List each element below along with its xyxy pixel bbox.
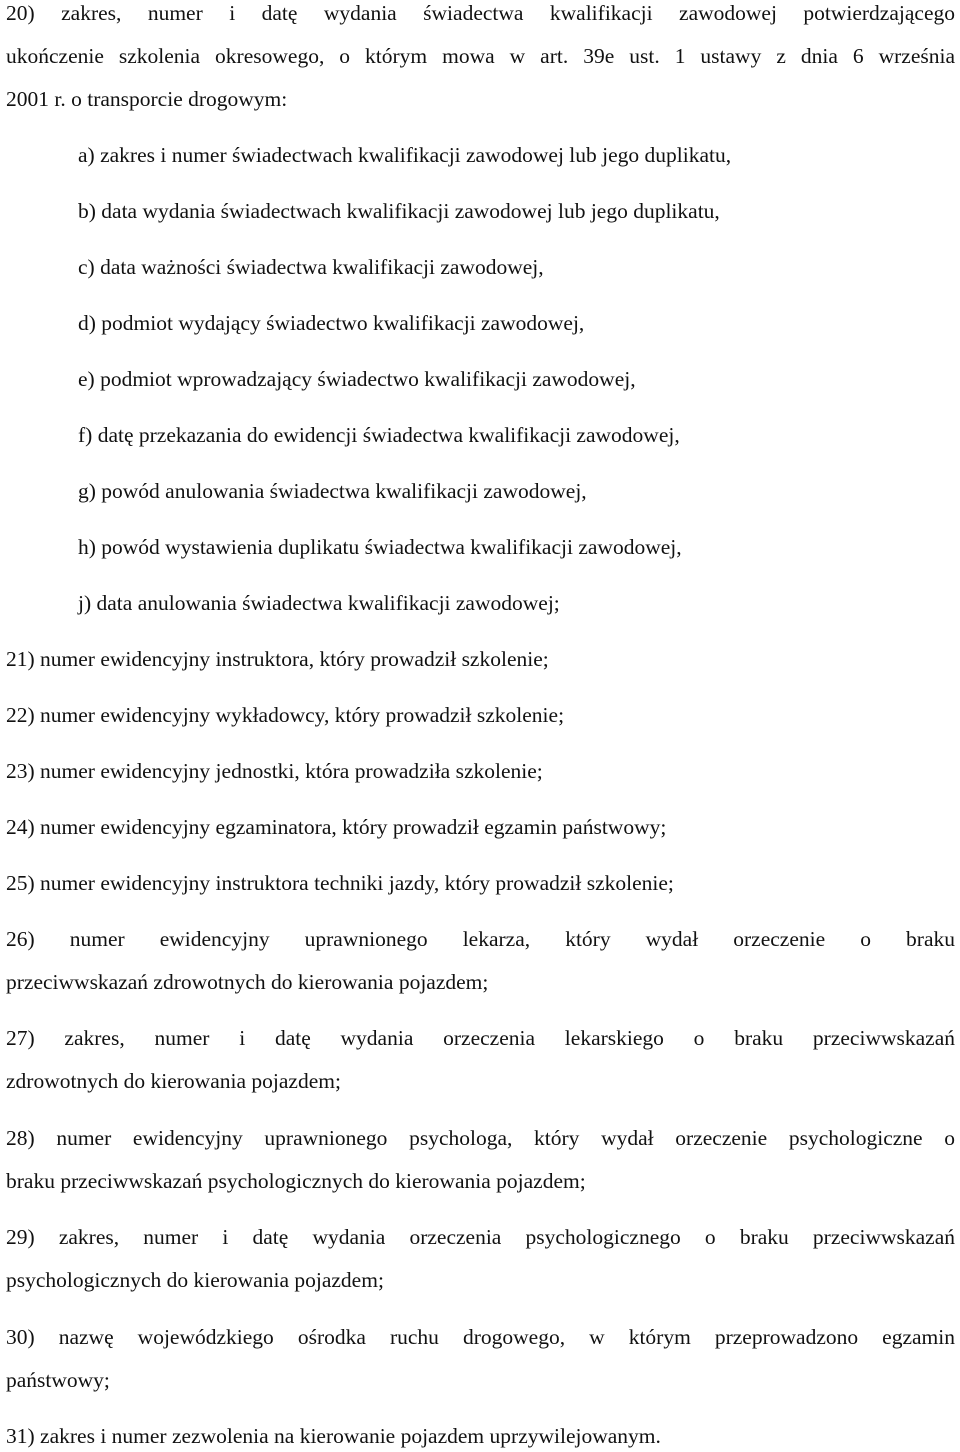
item-29-line-1: 29) zakres, numer i datę wydania orzeczenia psychologicznego o braku przeciwwskazań (6, 1225, 955, 1249)
item-20-subitem-f: f) datę przekazania do ewidencji świadectwa kwalifikacji zawodowej, (78, 423, 680, 447)
item-20-subitem-e: e) podmiot wprowadzający świadectwo kwalifikacji zawodowej, (78, 367, 636, 391)
item-26-line-2: przeciwwskazań zdrowotnych do kierowania pojazdem; (6, 970, 489, 994)
item-20-subitem-a: a) zakres i numer świadectwach kwalifikacji zawodowej lub jego duplikatu, (78, 143, 732, 167)
item-20-subitem-g: g) powód anulowania świadectwa kwalifikacji zawodowej, (78, 479, 587, 503)
item-24: 24) numer ewidencyjny egzaminatora, który prowadził egzamin państwowy; (6, 815, 667, 839)
item-29-line-2: psychologicznych do kierowania pojazdem; (6, 1268, 384, 1292)
item-26-line-1: 26) numer ewidencyjny uprawnionego lekarza, który wydał orzeczenie o braku (6, 927, 955, 951)
item-25: 25) numer ewidencyjny instruktora techniki jazdy, który prowadził szkolenie; (6, 871, 674, 895)
item-20-line-1: 20) zakres, numer i datę wydania świadectwa kwalifikacji zawodowej potwierdzającego (6, 1, 955, 25)
item-30-line-1: 30) nazwę wojewódzkiego ośrodka ruchu drogowego, w którym przeprowadzono egzamin (6, 1325, 955, 1349)
item-28-line-2: braku przeciwwskazań psychologicznych do kierowania pojazdem; (6, 1169, 586, 1193)
item-22: 22) numer ewidencyjny wykładowcy, który prowadził szkolenie; (6, 703, 565, 727)
item-20-subitem-j: j) data anulowania świadectwa kwalifikacji zawodowej; (78, 591, 560, 615)
item-28-line-1: 28) numer ewidencyjny uprawnionego psychologa, który wydał orzeczenie psychologiczne o (6, 1126, 955, 1150)
item-27-line-2: zdrowotnych do kierowania pojazdem; (6, 1069, 341, 1093)
item-31: 31) zakres i numer zezwolenia na kierowanie pojazdem uprzywilejowanym. (6, 1424, 661, 1448)
item-20-line-3: 2001 r. o transporcie drogowym: (6, 87, 288, 111)
item-20-subitem-b: b) data wydania świadectwach kwalifikacji zawodowej lub jego duplikatu, (78, 199, 720, 223)
item-20-subitem-c: c) data ważności świadectwa kwalifikacji zawodowej, (78, 255, 544, 279)
item-20-subitem-d: d) podmiot wydający świadectwo kwalifikacji zawodowej, (78, 311, 585, 335)
item-27-line-1: 27) zakres, numer i datę wydania orzeczenia lekarskiego o braku przeciwwskazań (6, 1026, 955, 1050)
item-20-subitem-h: h) powód wystawienia duplikatu świadectwa kwalifikacji zawodowej, (78, 535, 682, 559)
item-30-line-2: państwowy; (6, 1368, 110, 1392)
item-21: 21) numer ewidencyjny instruktora, który prowadził szkolenie; (6, 647, 549, 671)
item-23: 23) numer ewidencyjny jednostki, która prowadziła szkolenie; (6, 759, 543, 783)
item-20-line-2: ukończenie szkolenia okresowego, o którym mowa w art. 39e ust. 1 ustawy z dnia 6 września (6, 44, 955, 68)
